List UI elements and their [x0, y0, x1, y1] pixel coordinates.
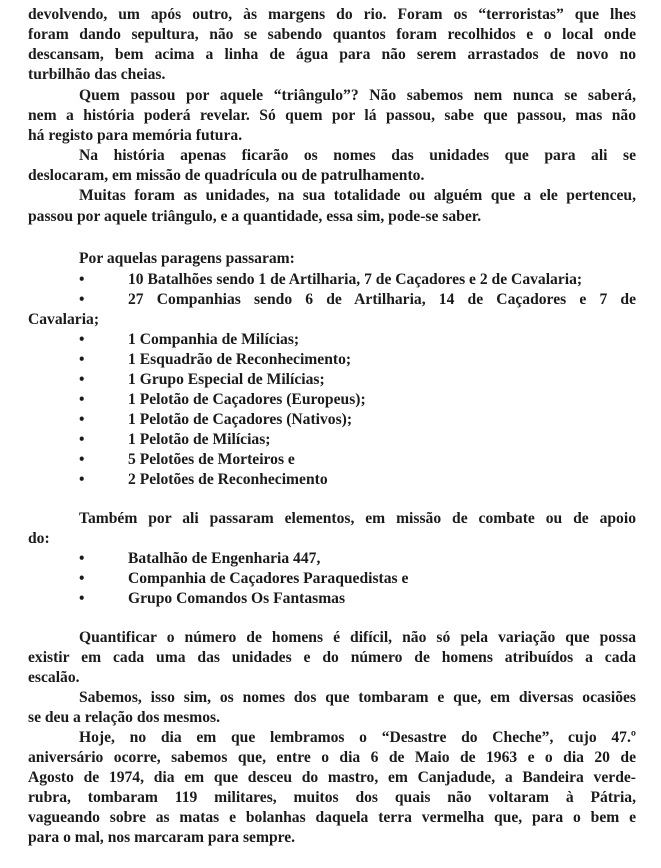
- list-item: 5 Pelotões de Morteiros e: [128, 451, 295, 468]
- bullet-icon: •: [79, 391, 85, 408]
- paragraph-2-line-3: há registo para memória futura.: [28, 127, 243, 144]
- bullet-icon: •: [79, 351, 85, 368]
- list-item: 1 Grupo Especial de Milícias;: [128, 371, 325, 388]
- list-item: 1 Pelotão de Caçadores (Nativos);: [128, 411, 353, 428]
- paragraph-1-line-3: descansam, bem acima a linha de água para não serem arrastados de novo no: [28, 46, 636, 63]
- paragraph-9-line-1: Hoje, no dia em que lembramos o “Desastre do Cheche”, cujo 47.º: [79, 729, 636, 746]
- paragraph-7-line-1: Quantificar o número de homens é difícil, não só pela variação que possa: [79, 629, 636, 646]
- list-item: Grupo Comandos Os Fantasmas: [128, 590, 346, 607]
- paragraph-1-line-2: foram dando sepultura, não se sabendo quantos foram recolhidos e o local onde: [28, 26, 636, 43]
- bullet-icon: •: [79, 291, 85, 308]
- list-item: 10 Batalhões sendo 1 de Artilharia, 7 de Caçadores e 2 de Cavalaria;: [128, 271, 583, 288]
- support-intro-line-1: Também por ali passaram elementos, em missão de combate ou de apoio: [79, 510, 636, 527]
- bullet-icon: •: [79, 271, 85, 288]
- paragraph-7-line-3: escalão.: [28, 669, 80, 686]
- paragraph-4-line-2: passou por aquele triângulo, e a quantidade, essa sim, pode-se saber.: [28, 208, 482, 225]
- paragraph-3-line-2: deslocaram, em missão de quadrícula ou de patrulhamento.: [28, 167, 425, 184]
- bullet-icon: •: [79, 550, 85, 567]
- bullet-icon: •: [79, 471, 85, 488]
- paragraph-9-line-2: aniversário ocorre, sabemos que, entre o dia 6 de Maio de 1963 e o dia 20 de: [28, 749, 636, 766]
- bullet-icon: •: [79, 371, 85, 388]
- list-item: 2 Pelotões de Reconhecimento: [128, 471, 328, 488]
- paragraph-7-line-2: existir em cada uma das unidades e do número de homens atribuídos a cada: [28, 649, 636, 666]
- paragraph-1-line-1: devolvendo, um após outro, às margens do rio. Foram os “terroristas” que lhes: [28, 6, 636, 23]
- list-item: 1 Pelotão de Milícias;: [128, 431, 271, 448]
- paragraph-2-line-2: nem a história poderá revelar. Só quem por lá passou, sabe que passou, mas não: [28, 107, 636, 124]
- list-item: 1 Pelotão de Caçadores (Europeus);: [128, 391, 366, 408]
- paragraph-9-line-3: Agosto de 1974, dia em que desceu do mastro, em Canjadude, a Bandeira verde-: [28, 769, 636, 786]
- paragraph-8-line-2: se deu a relação dos mesmos.: [28, 709, 221, 726]
- paragraph-3-line-1: Na história apenas ficarão os nomes das unidades que para ali se: [79, 147, 636, 164]
- paragraph-4-line-1: Muitas foram as unidades, na sua totalidade ou alguém que a ele pertenceu,: [79, 187, 636, 204]
- list-item: Batalhão de Engenharia 447,: [128, 550, 321, 567]
- paragraph-9-line-4: rubra, tombaram 119 militares, muitos dos quais não voltaram à Pátria,: [28, 789, 636, 806]
- list-item-continuation: Cavalaria;: [28, 311, 100, 328]
- list-item: Companhia de Caçadores Paraquedistas e: [128, 570, 409, 587]
- paragraph-2-line-1: Quem passou por aquele “triângulo”? Não sabemos nem nunca se saberá,: [79, 87, 636, 104]
- bullet-icon: •: [79, 331, 85, 348]
- paragraph-1-line-4: turbilhão das cheias.: [28, 66, 166, 83]
- bullet-icon: •: [79, 590, 85, 607]
- bullet-icon: •: [79, 451, 85, 468]
- paragraph-8-line-1: Sabemos, isso sim, os nomes dos que tombaram e que, em diversas ocasiões: [79, 689, 636, 706]
- support-intro-line-2: do:: [28, 530, 50, 547]
- paragraph-9-line-5: vagueando sobre as matas e bolanhas daquela terra vermelha que, para o bem e: [28, 809, 636, 826]
- bullet-icon: •: [79, 431, 85, 448]
- paragraph-9-line-6: para o mal, nos marcaram para sempre.: [28, 829, 296, 846]
- bullet-icon: •: [79, 411, 85, 428]
- list-item: 27 Companhias sendo 6 de Artilharia, 14 de Caçadores e 7 de: [128, 291, 636, 308]
- list-item: 1 Esquadrão de Reconhecimento;: [128, 351, 352, 368]
- list-item: 1 Companhia de Milícias;: [128, 331, 300, 348]
- units-intro: Por aquelas paragens passaram:: [79, 250, 295, 267]
- bullet-icon: •: [79, 570, 85, 587]
